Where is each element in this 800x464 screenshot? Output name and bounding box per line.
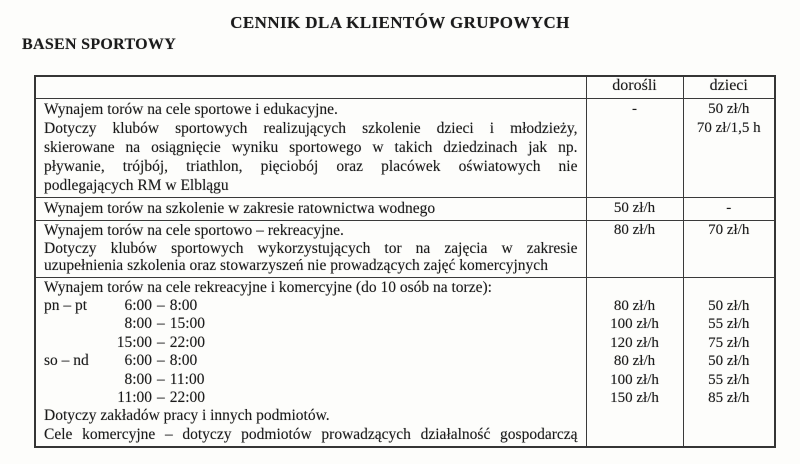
empty-line xyxy=(589,279,681,297)
header-cell-children: dzieci xyxy=(683,76,775,99)
price-value: 100 zł/h xyxy=(610,316,659,333)
schedule-day-label: pn – pt xyxy=(44,296,88,314)
adults-price-cell xyxy=(586,221,683,278)
schedule-end-time: 15:00 xyxy=(169,315,206,333)
service-description-line: pływanie, trójbój, triathlon, pięciobój oraz placówek oświatowych nie xyxy=(44,158,578,175)
schedule-end-time: 8:00 xyxy=(169,296,198,314)
service-description-line: Wynajem torów na szkolenie w zakresie ratownictwa wodnego xyxy=(44,200,436,217)
service-description-cell xyxy=(35,99,586,198)
schedule-end-time: 22:00 xyxy=(169,333,206,351)
schedule-day-label: so – nd xyxy=(44,352,89,370)
schedule-line xyxy=(44,334,578,352)
schedule-end-time: 8:00 xyxy=(169,352,198,370)
schedule-line xyxy=(44,315,578,333)
schedule-start-time: 8:00 xyxy=(124,315,152,333)
price-value: 80 zł/h xyxy=(613,297,656,314)
service-description-line: podlegających RM w Elblągu xyxy=(44,177,229,194)
time-range-separator: – xyxy=(157,315,165,333)
table-header-row xyxy=(35,76,775,99)
price-value: 80 zł/h xyxy=(613,222,656,238)
page-title: CENNIK DLA KLIENTÓW GRUPOWYCH xyxy=(230,13,570,32)
section-title: BASEN SPORTOWY xyxy=(22,36,177,53)
price-value: 150 zł/h xyxy=(610,389,659,406)
schedule-line xyxy=(44,297,578,315)
schedule-start-time: 6:00 xyxy=(124,296,152,314)
service-description-line: Dotyczy zakładów pracy i innych podmiotów. xyxy=(44,407,330,425)
time-range-separator: – xyxy=(157,296,165,314)
children-price-cell xyxy=(683,221,775,278)
adults-price-cell xyxy=(586,99,683,198)
schedule-line xyxy=(44,352,578,370)
schedule-start-time: 15:00 xyxy=(116,333,152,351)
price-value: 70 zł/h xyxy=(708,222,750,238)
service-description-line: Wynajem torów na cele sportowe i edukacyjne. xyxy=(44,101,338,118)
schedule-line xyxy=(44,371,578,389)
price-value: 80 zł/h xyxy=(613,353,656,370)
price-value: - xyxy=(726,200,732,216)
schedule-end-time: 22:00 xyxy=(169,388,206,406)
children-price-cell xyxy=(683,99,775,198)
header-cell-service xyxy=(35,76,586,99)
service-description-cell xyxy=(35,221,586,278)
service-description-line: Dotyczy klubów sportowych wykorzystujących tor na zajęcia w zakresie xyxy=(44,239,578,257)
service-description-line: uzupełnienia szkolenia oraz stowarzyszeń nie prowadzących zajęć komercyjnych xyxy=(44,257,548,274)
time-range-separator: – xyxy=(157,370,165,388)
schedule-end-time: 11:00 xyxy=(169,370,205,388)
price-value: 85 zł/h xyxy=(708,389,750,406)
time-range-separator: – xyxy=(157,352,165,370)
price-value: 75 zł/h xyxy=(708,334,750,351)
header-cell-adults: dorośli xyxy=(586,76,683,99)
service-description-line: Wynajem torów na cele sportowo – rekreacyjne. xyxy=(44,222,344,239)
schedule-start-time: 11:00 xyxy=(117,388,152,406)
price-value: - xyxy=(632,101,637,117)
price-value: 50 zł/h xyxy=(708,101,750,117)
table-row xyxy=(35,277,775,447)
service-description-line: skierowane na osiągnięcie wyniku sportowego w takich dziedzinach jak np. xyxy=(44,139,578,156)
table-row xyxy=(35,198,775,221)
adults-price-cell xyxy=(586,198,683,221)
price-table xyxy=(34,75,776,448)
schedule-line xyxy=(44,389,578,407)
price-value: 50 zł/h xyxy=(708,297,750,314)
time-range-separator: – xyxy=(157,333,165,351)
price-value: 50 zł/h xyxy=(613,200,656,216)
service-description-cell xyxy=(35,277,586,447)
table-row xyxy=(35,221,775,278)
service-description-line: Cele komercyjne – dotyczy podmiotów prowadzących działalność gospodarczą xyxy=(44,425,578,443)
service-description-line: Dotyczy klubów sportowych realizujących szkolenie dzieci i młodzieży, xyxy=(44,120,578,137)
children-price-cell xyxy=(683,198,775,221)
price-value: 55 zł/h xyxy=(708,371,750,388)
price-value: 100 zł/h xyxy=(610,371,659,388)
price-value: 70 zł/1,5 h xyxy=(696,120,761,136)
price-value: 50 zł/h xyxy=(708,353,750,370)
schedule-start-time: 8:00 xyxy=(124,370,152,388)
service-description-line: Wynajem torów na cele rekreacyjne i komercyjne (do 10 osób na torze): xyxy=(44,278,492,296)
table-row xyxy=(35,99,775,198)
price-value: 55 zł/h xyxy=(708,316,750,333)
schedule-start-time: 6:00 xyxy=(124,352,152,370)
price-value: 120 zł/h xyxy=(610,334,659,351)
empty-line xyxy=(686,279,773,297)
service-description-cell xyxy=(35,198,586,221)
children-price-cell xyxy=(683,277,775,447)
time-range-separator: – xyxy=(157,388,165,406)
adults-price-cell xyxy=(586,277,683,447)
